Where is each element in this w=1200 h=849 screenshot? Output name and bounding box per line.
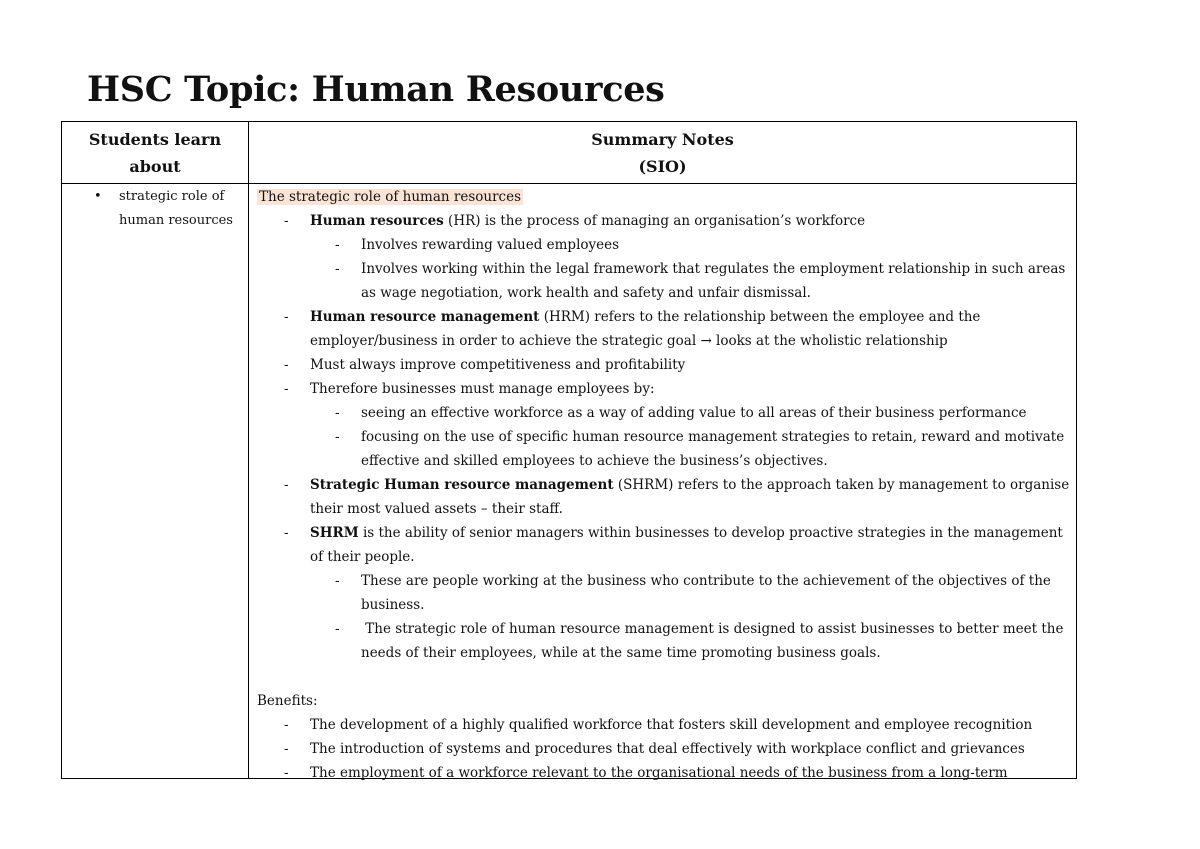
dash-icon: - [284,477,289,493]
note-text: seeing an effective workforce as a way of adding value to all areas of their business performance [361,405,1027,421]
list-item [257,209,1072,233]
list-continuation [257,497,1072,521]
note-text: The employment of a workforce relevant to the organisational needs of the business from a long-term [310,765,1008,781]
dash-icon: - [284,381,289,397]
note-text: is the ability of senior managers within businesses to develop proactive strategies in the management [358,525,1063,541]
list-item [257,377,1072,401]
sub-list-item [257,425,1072,449]
dash-icon: - [335,237,340,253]
dash-icon: - [284,525,289,541]
note-text: (HR) is the process of managing an organisation’s workforce [443,213,866,229]
dash-icon: - [284,357,289,373]
note-text: Involves working within the legal framework that regulates the employment relationship in such areas [361,261,1066,277]
benefits-label: Benefits: [257,693,318,709]
sub-list-continuation [257,641,1072,665]
term-bold: Human resources [310,213,444,229]
header-right-line: Summary Notes [591,130,734,149]
sub-list-continuation [257,593,1072,617]
term-bold: SHRM [310,525,359,541]
note-text: effective and skilled employees to achieve the business’s objectives. [361,453,828,469]
summary-notes-cell [257,185,1072,785]
note-text: their most valued assets – their staff. [310,501,563,517]
sub-list-continuation [257,449,1072,473]
section-heading-row [257,185,1072,209]
column-divider [248,122,249,778]
list-continuation [257,545,1072,569]
dash-icon: - [335,573,340,589]
note-text: Must always improve competitiveness and profitability [310,357,686,373]
sub-list-item [257,569,1072,593]
list-item [257,713,1072,737]
header-students-learn-about [62,126,248,180]
blank-line [257,665,1072,689]
dash-icon: - [335,405,340,421]
note-text: The introduction of systems and procedures that deal effectively with workplace conflict and grievances [310,741,1025,757]
note-text: Therefore businesses must manage employees by: [310,381,655,397]
students-learn-cell [84,185,233,233]
sub-list-item [257,257,1072,281]
note-text: (HRM) refers to the relationship between the employee and the [539,309,981,325]
list-item [257,353,1072,377]
note-text: needs of their employees, while at the same time promoting business goals. [361,645,881,661]
note-text: Involves rewarding valued employees [361,237,620,253]
sub-list-item [257,617,1072,641]
note-text: as wage negotiation, work health and safety and unfair dismissal. [361,285,811,301]
dash-icon: - [284,213,289,229]
highlighted-heading: The strategic role of human resources [259,189,522,205]
note-text: The development of a highly qualified workforce that fosters skill development and employee recognition [310,717,1033,733]
list-item [257,305,1072,329]
list-item [257,473,1072,497]
note-text: (SHRM) refers to the approach taken by management to organise [613,477,1070,493]
topic-line: strategic role of [119,189,225,204]
dash-icon: - [284,309,289,325]
note-text: of their people. [310,549,415,565]
dash-icon: - [335,261,340,277]
term-bold: Human resource management [310,309,540,325]
topic-line: human resources [119,213,233,228]
bullet-icon: • [94,189,102,204]
note-text: business. [361,597,425,613]
sub-list-item [257,233,1072,257]
dash-icon: - [335,429,340,445]
page-title: HSC Topic: Human Resources [87,69,665,110]
sub-list-item [257,401,1072,425]
list-item [257,737,1072,761]
list-item [257,521,1072,545]
header-right-line: (SIO) [638,157,687,176]
list-item [257,761,1072,785]
header-divider [62,183,1076,184]
dash-icon: - [284,741,289,757]
note-text: The strategic role of human resource management is designed to assist businesses to better meet the [361,621,1064,637]
note-text: focusing on the use of specific human resource management strategies to retain, reward and motivate [361,429,1065,445]
notes-table [61,121,1077,779]
sub-list-continuation [257,281,1072,305]
dash-icon: - [335,621,340,637]
term-bold: Strategic Human resource management [310,477,614,493]
header-left-line: about [129,157,181,176]
note-text: employer/business in order to achieve the strategic goal → looks at the wholistic relationship [310,333,948,349]
dash-icon: - [284,717,289,733]
header-summary-notes [249,126,1076,180]
header-left-line: Students learn [88,130,222,149]
note-text: These are people working at the business who contribute to the achievement of the objectives of the [361,573,1051,589]
dash-icon: - [284,765,289,781]
list-continuation [257,329,1072,353]
